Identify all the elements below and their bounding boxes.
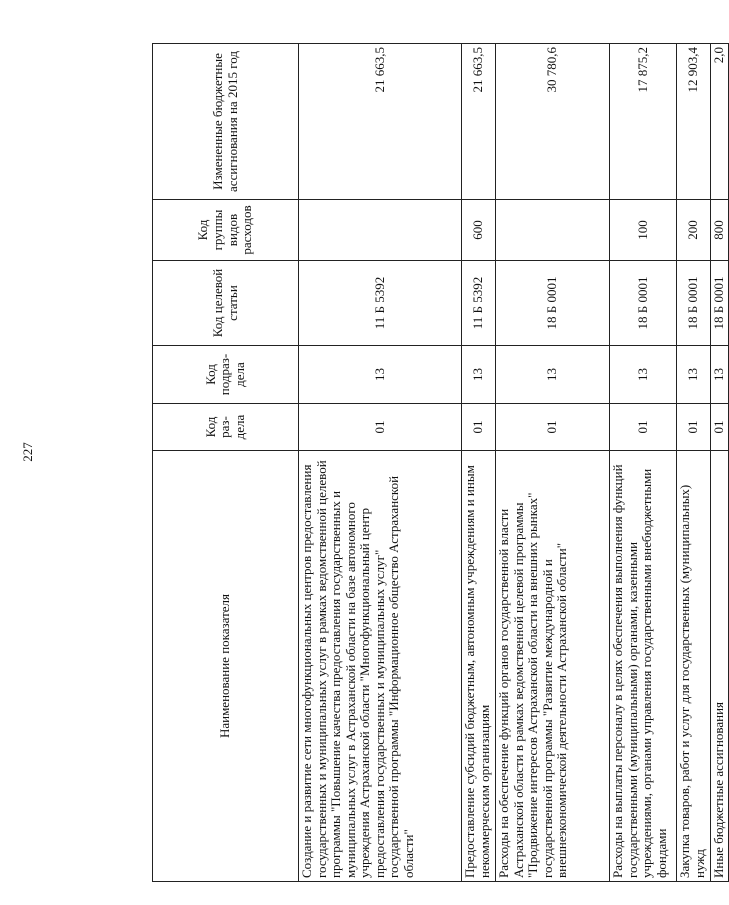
header-name: Наименование показателя <box>153 451 299 882</box>
table-row <box>299 44 462 882</box>
cell-podrazdel: 13 <box>496 346 610 404</box>
cell-statya: 18 Б 0001 <box>677 261 711 346</box>
cell-razdel: 01 <box>496 404 610 451</box>
cell-sum: 17 875,2 <box>610 44 677 200</box>
budget-table <box>152 43 729 882</box>
cell-name: Создание и развитие сети многофункциональных центров предоставления государственных и муниципальных услуг в рамках ведомственной целевой программы "Повышение качества предоставления государственных и муниципальных услуг в Астраханской области на базе автономного учреждения Астраханской области "Многофункциональный центр предоставления государственных и муниципальных услуг" государственной программы "Информационное общество Астраханской области" <box>299 451 462 882</box>
cell-vid: 100 <box>610 200 677 261</box>
table-row <box>677 44 711 882</box>
table-row <box>610 44 677 882</box>
cell-sum: 2,0 <box>711 44 729 200</box>
cell-razdel: 01 <box>462 404 496 451</box>
cell-sum: 12 903,4 <box>677 44 711 200</box>
cell-razdel: 01 <box>299 404 462 451</box>
cell-name: Расходы на выплаты персоналу в целях обеспечения выполнения функций государственными (муниципальными) органами, казенными учреждениями, органами управления государственными внебюджетными фондами <box>610 451 677 882</box>
cell-sum: 30 780,6 <box>496 44 610 200</box>
cell-vid <box>496 200 610 261</box>
header-vid: Код группы видов расходов <box>153 200 299 261</box>
cell-sum: 21 663,5 <box>462 44 496 200</box>
cell-vid: 800 <box>711 200 729 261</box>
cell-razdel: 01 <box>711 404 729 451</box>
cell-podrazdel: 13 <box>610 346 677 404</box>
cell-name: Расходы на обеспечение функций органов государственной власти Астраханской области в рамках ведомственной целевой программы "Продвижение интересов Астраханской области на внешних рынках" государственной программы "Развитие международной и внешнеэкономической деятельности Астраханской области" <box>496 451 610 882</box>
cell-razdel: 01 <box>610 404 677 451</box>
cell-statya: 18 Б 0001 <box>610 261 677 346</box>
cell-statya: 11 Б 5392 <box>462 261 496 346</box>
table-row <box>711 44 729 882</box>
table-header-row <box>153 44 299 882</box>
page-number: 227 <box>20 442 35 462</box>
cell-sum: 21 663,5 <box>299 44 462 200</box>
cell-statya: 18 Б 0001 <box>496 261 610 346</box>
cell-vid: 200 <box>677 200 711 261</box>
cell-name: Предоставление субсидий бюджетным, автономным учреждениям и иным некоммерческим организациям <box>462 451 496 882</box>
table-row <box>462 44 496 882</box>
header-razdel: Код раз-дела <box>153 404 299 451</box>
header-sum: Измененные бюджетные ассигнования на 2015 год <box>153 44 299 200</box>
cell-podrazdel: 13 <box>462 346 496 404</box>
header-statya: Код целевой статьи <box>153 261 299 346</box>
table-row <box>496 44 610 882</box>
cell-statya: 18 Б 0001 <box>711 261 729 346</box>
cell-podrazdel: 13 <box>299 346 462 404</box>
cell-statya: 11 Б 5392 <box>299 261 462 346</box>
cell-vid: 600 <box>462 200 496 261</box>
cell-podrazdel: 13 <box>677 346 711 404</box>
cell-name: Закупка товаров, работ и услуг для государственных (муниципальных) нужд <box>677 451 711 882</box>
rotated-page-content <box>152 44 727 882</box>
cell-razdel: 01 <box>677 404 711 451</box>
cell-vid <box>299 200 462 261</box>
cell-name: Иные бюджетные ассигнования <box>711 451 729 882</box>
header-podrazdel: Код подраз-дела <box>153 346 299 404</box>
cell-podrazdel: 13 <box>711 346 729 404</box>
